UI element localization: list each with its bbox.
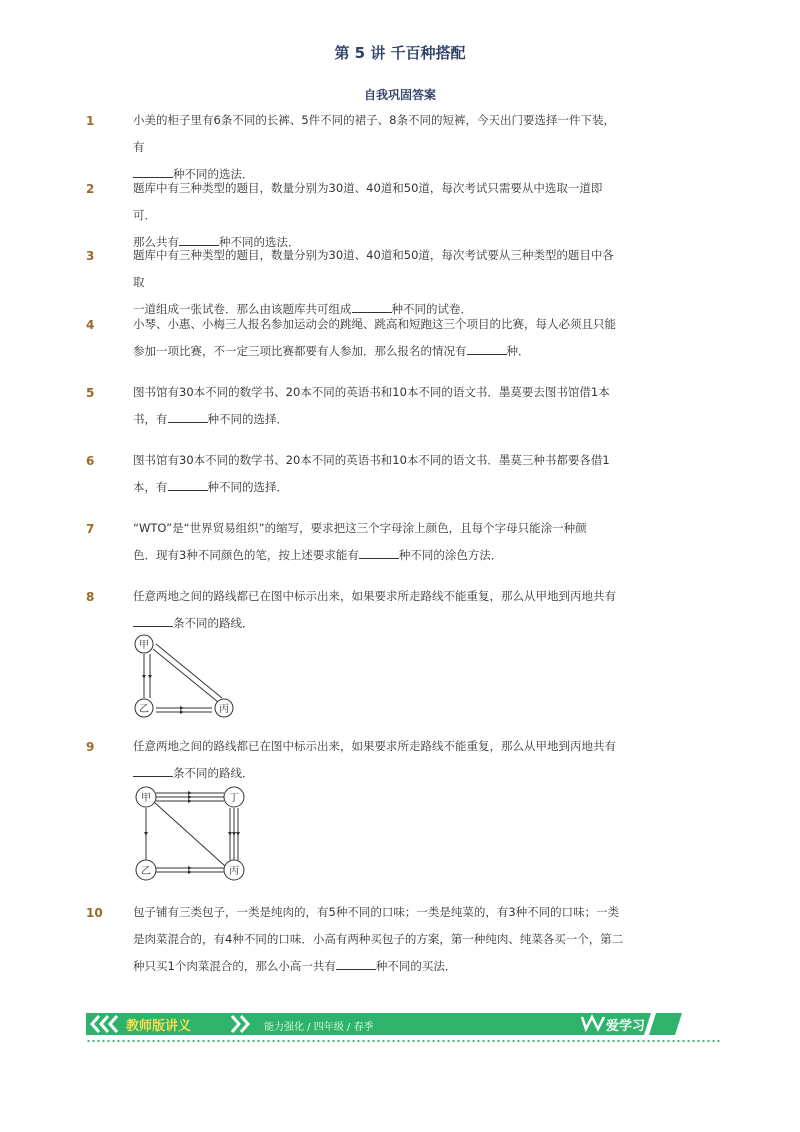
question-number: 3 [86,249,95,263]
answer-blank[interactable] [467,344,507,355]
question-text: 任意两地之间的路线都已在图中标示出来，如果要求所走路线不能重复，那么从甲地到丙地共有 条不同的路线． [133,739,616,780]
question-text: 图书馆有30本不同的数学书、20本不同的英语书和10本不同的语文书．墨莫三种书都要各借1 本，有 种不同的选择． [133,453,610,494]
answer-blank[interactable] [133,616,173,627]
node-bing: 丙 [219,704,229,715]
question-number: 4 [86,318,95,332]
question-text: 小美的柜子里有6条不同的长裤、5件不同的裙子、8条不同的短裤，今天出门要选择一件下装，有 种不同的选法． [133,113,615,181]
answer-blank[interactable] [336,959,376,970]
question-number: 7 [86,522,95,536]
question-text: 任意两地之间的路线都已在图中标示出来，如果要求所走路线不能重复，那么从甲地到丙地共有 条不同的路线． [133,589,616,630]
answer-blank[interactable] [168,412,208,423]
question-text: 题库中有三种类型的题目，数量分别为30道、40道和50道，每次考试要从三种类型的题目中各取 一道组成一张试卷．那么由该题库共可组成 种不同的试卷． [133,248,614,316]
question-text: 小琴、小惠、小梅三人报名参加运动会的跳绳、跳高和短跑这三个项目的比赛，每人必须且只能 参加一项比赛，不一定三项比赛都要有人参加．那么报名的情况有 种． [133,317,616,358]
node-ding: 丁 [229,793,239,804]
footer-tags: 能力强化 / 四年级 / 春季 [264,1022,374,1033]
footer-brand: 教师版讲义 [126,1019,192,1034]
section-subtitle: 自我巩固答案 [363,88,436,102]
footer-banner [86,1009,716,1039]
answer-blank[interactable] [168,480,208,491]
node-bing: 丙 [229,866,239,877]
question-number: 10 [86,906,103,920]
question-text: 题库中有三种类型的题目，数量分别为30道、40道和50道，每次考试只需要从中选取一道即可． 那么共有 种不同的选法． [133,181,603,249]
question-number: 6 [86,454,95,468]
node-jia: 甲 [141,793,151,804]
node-yi: 乙 [141,866,151,877]
question-number: 9 [86,740,95,754]
route-diagram-q8 [132,632,242,722]
question-number: 5 [86,386,95,400]
footer-logo-text: 爱学习 [606,1019,646,1034]
node-yi: 乙 [139,704,149,715]
question-number: 1 [86,114,95,128]
question-number: 2 [86,182,95,196]
footer-dotted-divider [86,1040,722,1042]
answer-blank[interactable] [359,548,399,559]
question-number: 8 [86,590,95,604]
node-jia: 甲 [139,640,149,651]
page-title: 第 5 讲 千百种搭配 [334,44,466,62]
answer-blank[interactable] [133,766,173,777]
question-text: “WTO”是“世界贸易组织”的缩写，要求把这三个字母涂上颜色，且每个字母只能涂一种颜 色．现有3种不同颜色的笔，按上述要求能有 种不同的涂色方法． [133,521,587,562]
question-text: 图书馆有30本不同的数学书、20本不同的英语书和10本不同的语文书．墨莫要去图书馆借1本 书，有 种不同的选择． [133,385,610,426]
route-diagram-q9 [132,784,252,884]
question-text: 包子铺有三类包子，一类是纯肉的，有5种不同的口味；一类是纯菜的，有3种不同的口味；一类 是肉菜混合的，有4种不同的口味．小高有两种买包子的方案，第一种纯肉、纯菜各买一个，第二 种只买1个肉菜混合的，那么小高一共有 种不同的买法． [133,905,624,973]
